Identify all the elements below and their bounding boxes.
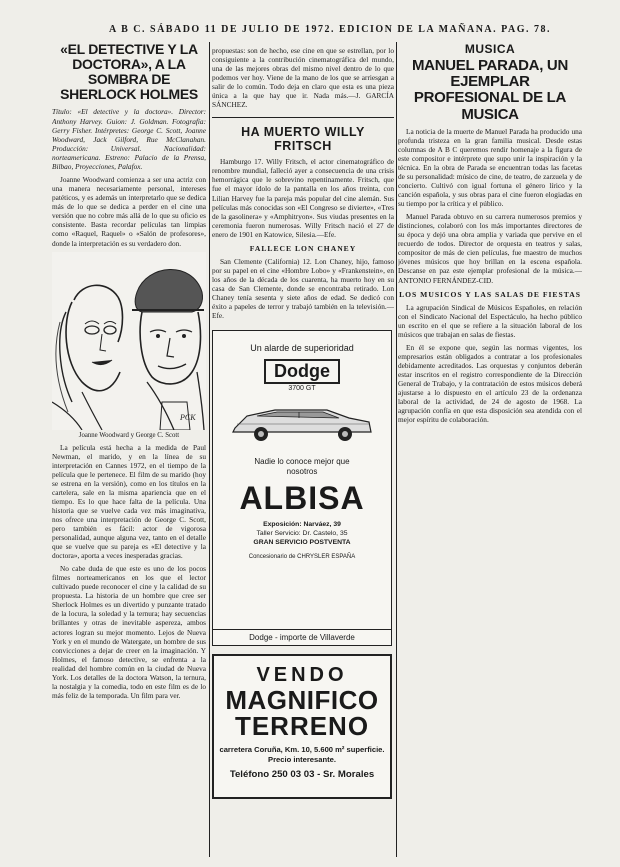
svg-text:PCK: PCK xyxy=(180,412,196,422)
article1-credits: Título: «El detective y la doctora». Director: Anthony Harvey. Guion: J. Goldman. Fotografía: Gerry Fisher. Intérpretes: George C. Scott, Joanne Woodward, Jack Gilford, Rue McClanahan. Producción: Universal. Nacionalidad: norteamericana. Estreno: Palacio de la Prensa, Bilbao, Proyecciones, Palafox. xyxy=(52,107,206,172)
ad-tagline: Un alarde de superioridad xyxy=(250,343,354,354)
article1-headline: «EL DETECTIVE Y LA DOCTORA», A LA SOMBRA DE SHERLOCK HOLMES xyxy=(60,42,198,103)
column-2 xyxy=(212,42,394,799)
musicos-body-2: En él se expone que, según las normas vigentes, los empresarios están obligados a contratar a los profesionales debidamente acreditados. Las orquestas y conjuntos deberán estar inscritos en el registro correspondiente de la Dirección General de Trabajo, y la contratación de estos músicos deberá ajustarse a lo dispuesto en el artículo 23 de la ordenanza laboral de la actividad, de 24 de agosto de 1968. La agrupación confía en que esta disposición sea atendida con el mejor espíritu de colaboración. xyxy=(398,342,582,425)
ad-model: 3700 GT xyxy=(288,385,316,393)
illustration-drawing xyxy=(52,252,206,430)
article1-body-1: Joanne Woodward comienza a ser una actriz con una manera necesariamente personal, intereses patéticos, y es además un interpretarlo que se dedica más de lo que se dedica a perder en el cine una versión que no cobre más allá de lo que su oficio es consistente. Basta recordar películas tan limpias como «Raquel, Raquel» o «Salón de profesores», donde la interpretación es su verdadero don. xyxy=(52,175,206,248)
masthead: A B C. SÁBADO 11 DE JULIO DE 1972. EDICION DE LA MAÑANA. PAG. 78. xyxy=(108,24,552,35)
ad-line-exposicion: Exposición: Narváez, 39 xyxy=(263,521,341,529)
ad-line-servicio: GRAN SERVICIO POSTVENTA xyxy=(253,538,351,546)
parada-headline: MANUEL PARADA, UN EJEMPLAR PROFESIONAL DE LA MUSICA xyxy=(411,57,568,123)
section-label-musica: MUSICA xyxy=(464,42,516,56)
albisa-wordmark: ALBISA xyxy=(239,480,365,517)
musicos-subhead: LOS MUSICOS Y LAS SALAS DE FIESTAS xyxy=(399,289,581,299)
illustration-caption: Joanne Woodward y George C. Scott xyxy=(78,431,180,439)
chaney-body: San Clemente (California) 12. Lon Chaney, hijo, famoso por su papel en el cine «Hombre Lobo» y «Frankenstein», en los años de la década de los cuarenta, ha muerto hoy en su casa de San Clemente, donde se encontraba retirado. Lon Chaney tenía sesenta y siete años de edad. Se dedicó con éxito a papeles de terror y trabajó también en la televisión.—Efe. xyxy=(212,256,394,321)
column-rule-2 xyxy=(396,42,397,857)
dodge-logo: Dodge xyxy=(264,359,340,384)
terreno-magnifico: MAGNIFICO xyxy=(225,685,379,716)
woodward-scott-illustration xyxy=(52,252,206,430)
article1-body-2: La película está hecha a la medida de Paul Newman, el marido, y en la línea de su interpretación en Cannes 1972, en el tiempo de la película que le pertenece. El film de su marido (hoy se estrena en la versión), como en los títulos en la cartelera, sale en la misma apariencia que en el tiempo. Es lo que hace falta de la película. Una historia que se vuelve cada vez más imaginativa, nos ofrece una interpretación de George C. Scott, pero también es fácil: actor de vigorosa personalidad, aunque alguna vez, tanto en el detalle que se vuelve que su pareja es «El detective y la doctora», aporta a veces inesperadas gracias. xyxy=(52,442,206,561)
column-3 xyxy=(398,42,582,424)
column-1 xyxy=(52,42,206,700)
musicos-body-1: La agrupación Sindical de Músicos Españoles, en relación con el Sindicato Nacional del Espectáculo, ha hecho público un escrito en el que se refiere a la situación laboral de los músicos que trabajan en salas de fiestas. xyxy=(398,302,582,339)
terreno-details: carretera Coruña, Km. 10, 5.600 m² superficie. Precio interesante. xyxy=(219,745,385,764)
terreno-ad xyxy=(212,654,392,799)
ad-line-concesionario: Concesionario de CHRYSLER ESPAÑA xyxy=(248,553,356,560)
terreno-phone: Teléfono 250 03 03 - Sr. Morales xyxy=(229,768,375,780)
ad-footer: Dodge - importe de Villaverde xyxy=(213,629,391,645)
chaney-subhead: FALLECE LON CHANEY xyxy=(249,243,357,253)
divider xyxy=(212,117,394,118)
ad-slogan: Nadie lo conoce mejor que nosotros xyxy=(254,457,350,476)
terreno-terreno: TERRENO xyxy=(234,711,370,742)
ad-line-taller: Taller Servicio: Dr. Castelo, 35 xyxy=(256,530,348,538)
car-illustration xyxy=(213,398,391,451)
column-rule-1 xyxy=(209,42,210,857)
article1-continued: propuestas: son de hecho, ese cine en que se estrellan, por lo consiguiente a la contribución cinematográfica del mundo, una de las mejores obras del mismo nivel dentro de lo que podemos ver hoy. Viene de la mano de los que se arriesgan a salir de lo común. Todo deja en claro que esta es una pieza única a la que hay que ir. Nada más.—J. GARCÍA SÁNCHEZ. xyxy=(212,46,394,110)
dodge-albisa-ad xyxy=(212,330,392,646)
fritsch-headline: HA MUERTO WILLY FRITSCH xyxy=(241,125,365,153)
article1-body-3: No cabe duda de que este es uno de los pocos filmes norteamericanos en los que el lector cultivado puede reconocer el cine y la calidad de su propuesta. La historia de un hombre que cree ser Sherlock Holmes es un divertido y punzante tratado de la locura, la soledad y la ternura; hay secuencias brillantes y otras de inevitable aspereza, ambos actores logran su mejor momento. Lejos de Nueva York y en el mundo de Watergate, un hombre de sus convicciones a dejar de creer en la imaginación. Y Holmes, el famoso detective, se enfrenta a la realidad del hombre común en la ciudad de Nueva York. Los detalles de la doctora Watson, la ternura, la nostalgia y la comedia, todo en este film es de lo más feliz de la temporada. Un film para ver. xyxy=(52,564,206,700)
ad-address-lines xyxy=(213,521,391,561)
terreno-vendo: VENDO xyxy=(256,664,348,687)
parada-body-2: Manuel Parada obtuvo en su carrera numerosos premios y distinciones, colaboró con los más importantes directores de su época y dejó una obra amplia y variada que pervive en el recuerdo de todos. Director de orquesta en teatros y salas, compositor de más de cien películas, fue maestro de muchos jóvenes músicos que hoy brillan en la escena española. Descanse en paz este ejemplar profesional de la música.—ANTONIO FERNÁNDEZ-CID. xyxy=(398,212,582,285)
fritsch-body: Hamburgo 17. Willy Fritsch, el actor cinematográfico de renombre mundial, falleció ayer a consecuencia de una crisis hemorrágica que le sobrevino repentinamente. Fritsch, que fue el mayor ídolo de la pantalla en los años treinta, con Lilian Harvey fue la pareja más popular del cine alemán. Sus películas más conocidas son «El Congreso se divierte», «Tres de la gasolinera» y «Amphitryon». Sus viudas presentes en la ceremonia fueron numerosas. Willy Fritsch nació el 27 de enero de 1901 en Katowice, Silesia.—Efe. xyxy=(212,157,394,239)
car-icon xyxy=(227,398,377,446)
parada-body-1: La noticia de la muerte de Manuel Parada ha producido una profunda tristeza en la gran familia musical. Desde estas columnas de A B C queremos rendir homenaje a la figura de este compositor e intérprete que supo unir la inspiración y la técnica. En la obra de Parada se encuentran todas las facetas de su personalidad: músico de cine, de teatro, de zarzuela y de concierto. Cultivó con igual fortuna el género lírico y la canción española, y sus obras para el cine fueron elogiadas en su tiempo por la crítica y el público. xyxy=(398,126,582,209)
